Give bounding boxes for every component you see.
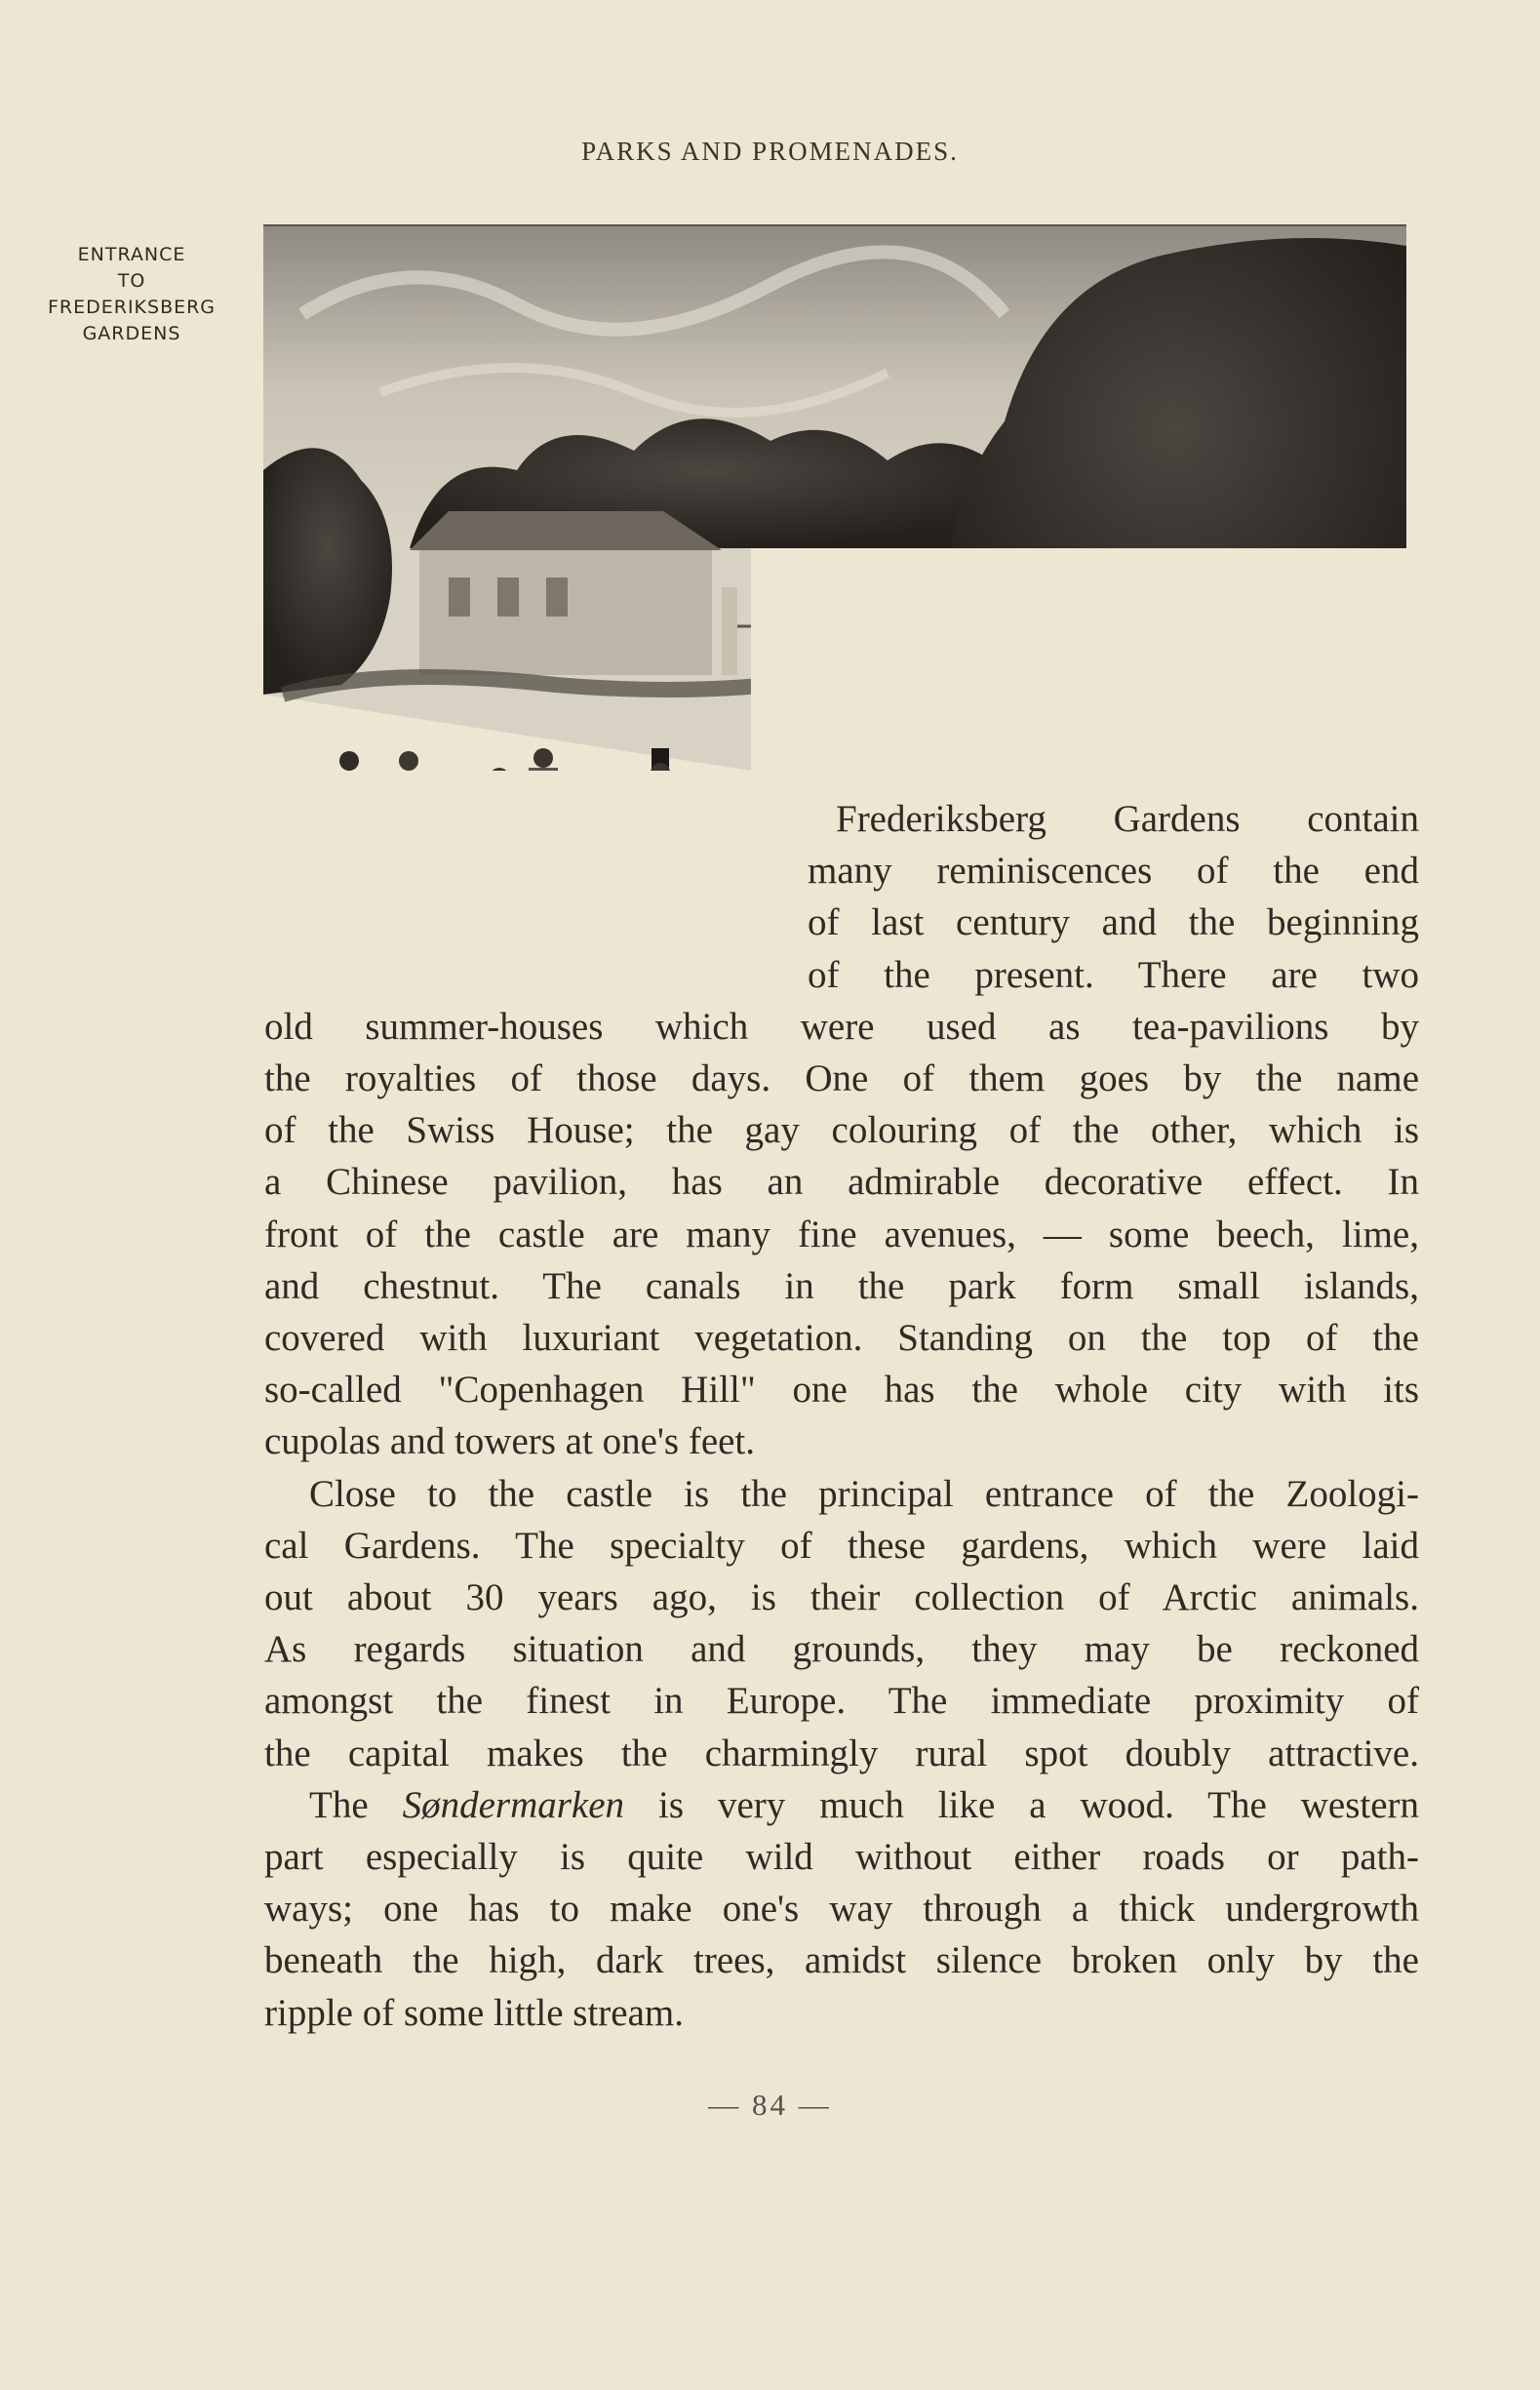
text-word: The bbox=[309, 1783, 369, 1826]
text-line: Close to the castle is the principal entrance of the Zoologi- bbox=[309, 1472, 1419, 1515]
text-line: ripple of some little stream. bbox=[264, 1991, 684, 2034]
text-line: amongst the finest in Europe. The immediate proximity of bbox=[264, 1680, 1419, 1723]
caption-line: TO bbox=[117, 270, 146, 292]
text-line: of the present. There are two bbox=[808, 953, 1419, 996]
text-line: a Chinese pavilion, has an admirable decorative effect. In bbox=[264, 1161, 1419, 1204]
text-line: of the Swiss House; the gay colouring of the other, which is bbox=[264, 1109, 1419, 1152]
caption-line: GARDENS bbox=[82, 323, 181, 344]
text-line: cupolas and towers at one's feet. bbox=[264, 1420, 756, 1463]
text-line: beneath the high, dark trees, amidst silence broken only by the bbox=[264, 1939, 1419, 1982]
text-line: covered with luxuriant vegetation. Standing on the top of the bbox=[264, 1317, 1419, 1360]
park-entrance-illustration bbox=[263, 224, 1406, 771]
text-line: Frederiksberg Gardens contain bbox=[836, 798, 1419, 840]
italic-place-name: Søndermarken bbox=[402, 1783, 625, 1826]
text-line: and chestnut. The canals in the park form small islands, bbox=[264, 1264, 1419, 1307]
body-text bbox=[264, 793, 1419, 2039]
text-fragment: is very much like a wood. The western bbox=[658, 1783, 1420, 1826]
page-number: — 84 — bbox=[708, 2088, 832, 2122]
running-header: PARKS AND PROMENADES. bbox=[581, 137, 959, 166]
text-line bbox=[264, 1779, 1419, 1831]
text-line: part especially is quite wild without either roads or path- bbox=[264, 1836, 1419, 1879]
caption-line: FREDERIKSBERG bbox=[47, 297, 217, 318]
text-line: the capital makes the charmingly rural spot doubly attractive. bbox=[264, 1732, 1419, 1774]
text-line: many reminiscences of the end bbox=[808, 850, 1419, 893]
illustration-caption bbox=[23, 242, 240, 347]
text-line: cal Gardens. The specialty of these gardens, which were laid bbox=[264, 1524, 1419, 1567]
text-line: front of the castle are many fine avenues, — some beech, lime, bbox=[264, 1213, 1419, 1255]
text-line: As regards situation and grounds, they may be reckoned bbox=[264, 1628, 1419, 1671]
text-line: of last century and the beginning bbox=[808, 901, 1419, 944]
text-line: out about 30 years ago, is their collection of Arctic animals. bbox=[264, 1576, 1419, 1619]
text-line: old summer-houses which were used as tea-pavilions by bbox=[264, 1005, 1419, 1048]
text-line: the royalties of those days. One of them goes by the name bbox=[264, 1057, 1419, 1100]
text-line: ways; one has to make one's way through a thick undergrowth bbox=[264, 1888, 1419, 1931]
caption-line: ENTRANCE bbox=[77, 244, 186, 265]
text-line: so-called "Copenhagen Hill" one has the whole city with its bbox=[264, 1369, 1419, 1412]
